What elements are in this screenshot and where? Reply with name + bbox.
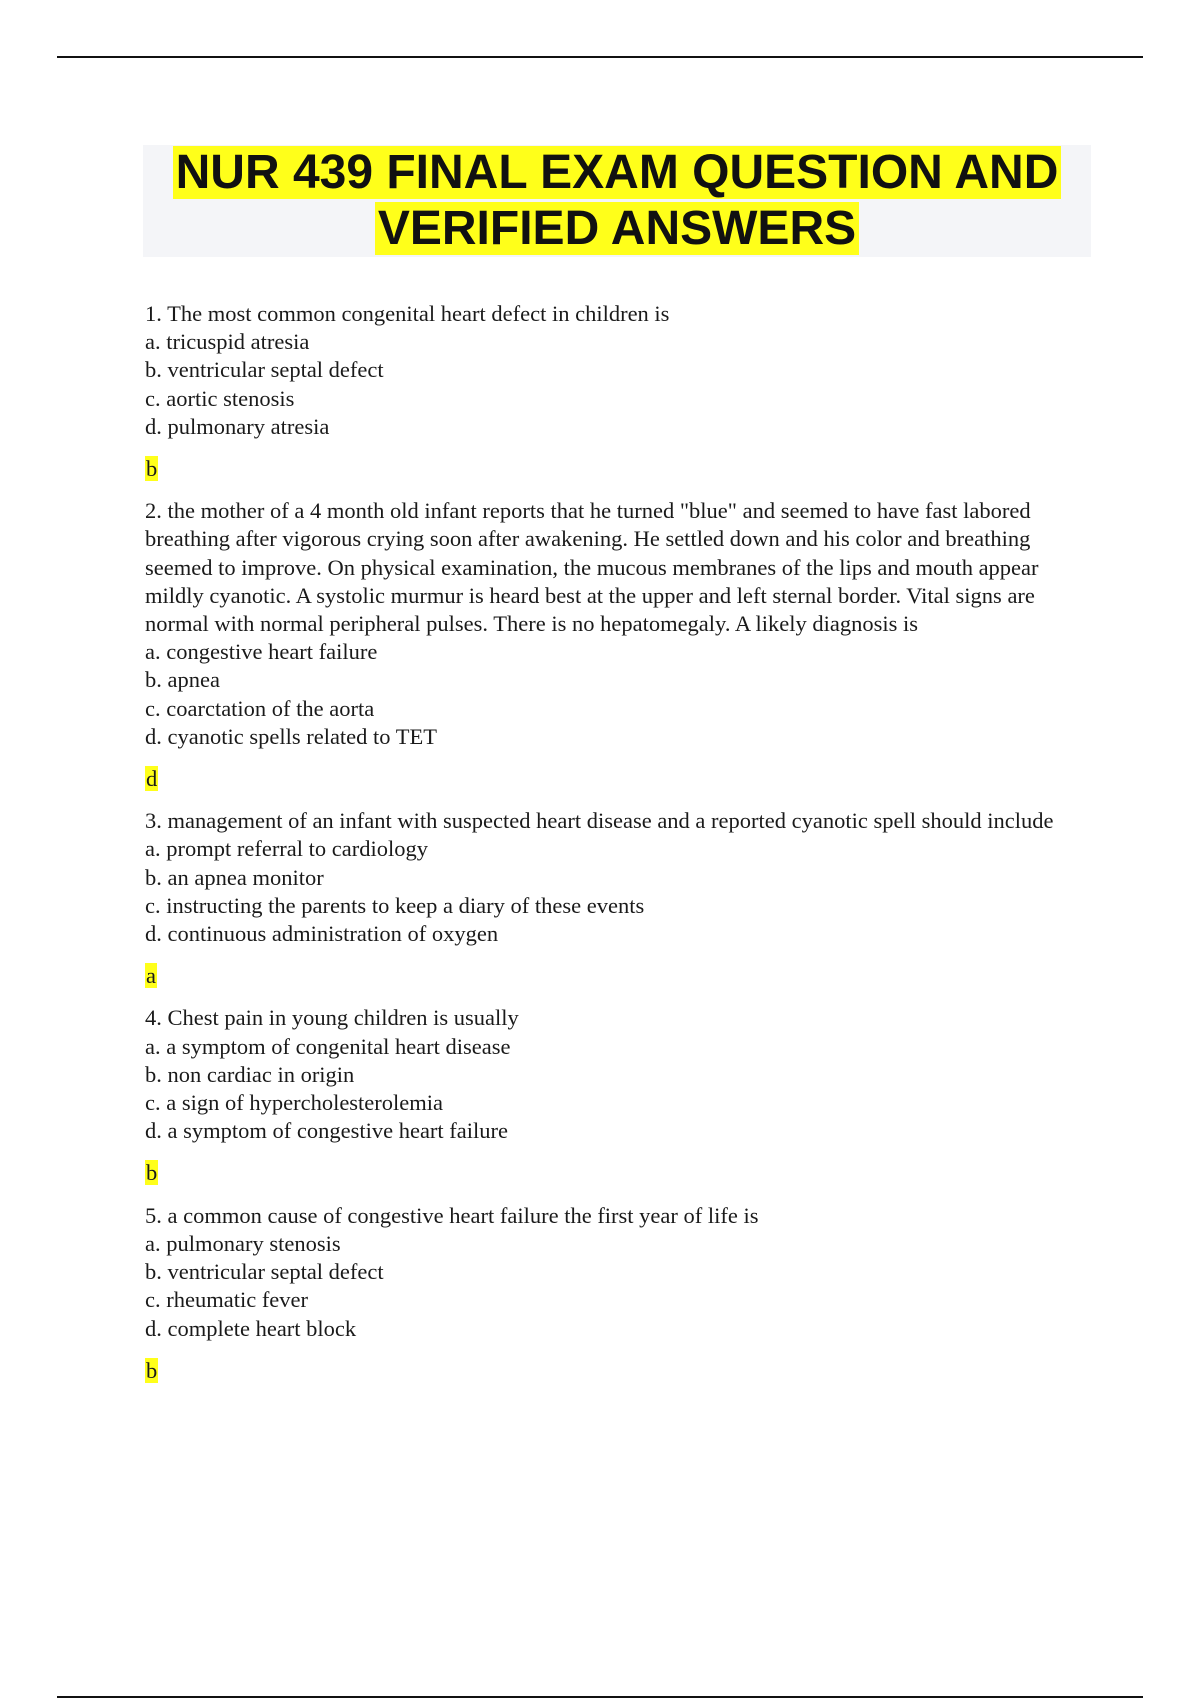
option-b: b. an apnea monitor — [145, 864, 324, 890]
option-d: d. complete heart block — [145, 1315, 357, 1341]
question-text: 4. Chest pain in young children is usually — [145, 1005, 519, 1031]
option-b: b. non cardiac in origin — [145, 1061, 355, 1087]
question-3 — [145, 807, 1095, 990]
option-d: d. a symptom of congestive heart failure — [145, 1118, 509, 1144]
option-c: c. rheumatic fever — [145, 1287, 309, 1313]
question-2 — [145, 497, 1095, 793]
title-line-2: VERIFIED ANSWERS — [143, 201, 1091, 257]
option-c: c. a sign of hypercholesterolemia — [145, 1090, 444, 1116]
option-c: c. coarctation of the aorta — [145, 695, 375, 721]
question-text: 2. the mother of a 4 month old infant reports that he turned "blue" and seemed to have fast labored breathing after vigorous crying soon after awakening. He settled down and his color and breathing seemed to improve. On physical examination, the mucous membranes of the lips and mouth appear mildly cyanotic. A systolic murmur is heard best at the upper and left sternal border. Vital signs are normal with normal peripheral pulses. There is no hepatomegaly. A likely diagnosis is — [145, 498, 1039, 637]
answer-highlight: b — [146, 1160, 158, 1186]
answer-highlight: b — [146, 456, 158, 482]
answer-highlight: d — [146, 766, 158, 792]
question-1 — [145, 300, 1095, 483]
answer-highlight: b — [146, 1357, 158, 1383]
option-a: a. prompt referral to cardiology — [145, 836, 429, 862]
option-a: a. congestive heart failure — [145, 639, 378, 665]
question-list — [145, 300, 1095, 1399]
question-text: 5. a common cause of congestive heart failure the first year of life is — [145, 1202, 759, 1228]
question-4 — [145, 1004, 1095, 1187]
title-banner — [143, 145, 1091, 257]
option-d: d. continuous administration of oxygen — [145, 921, 499, 947]
option-d: d. cyanotic spells related to TET — [145, 723, 437, 749]
option-a: a. pulmonary stenosis — [145, 1230, 341, 1256]
top-rule — [57, 56, 1143, 58]
question-text: 1. The most common congenital heart defect in children is — [145, 301, 670, 326]
option-a: a. a symptom of congenital heart disease — [145, 1033, 511, 1059]
option-c: c. aortic stenosis — [145, 385, 295, 411]
title-line-1: NUR 439 FINAL EXAM QUESTION AND — [143, 145, 1091, 201]
answer-highlight: a — [146, 963, 156, 989]
option-d: d. pulmonary atresia — [145, 413, 330, 439]
question-text: 3. management of an infant with suspected heart disease and a reported cyanotic spell should include — [145, 808, 1054, 834]
bottom-rule — [57, 1696, 1143, 1698]
option-b: b. ventricular septal defect — [145, 1259, 384, 1285]
option-b: b. ventricular septal defect — [145, 357, 384, 383]
option-b: b. apnea — [145, 667, 220, 693]
question-5 — [145, 1202, 1095, 1385]
option-a: a. tricuspid atresia — [145, 329, 310, 355]
option-c: c. instructing the parents to keep a diary of these events — [145, 892, 645, 918]
